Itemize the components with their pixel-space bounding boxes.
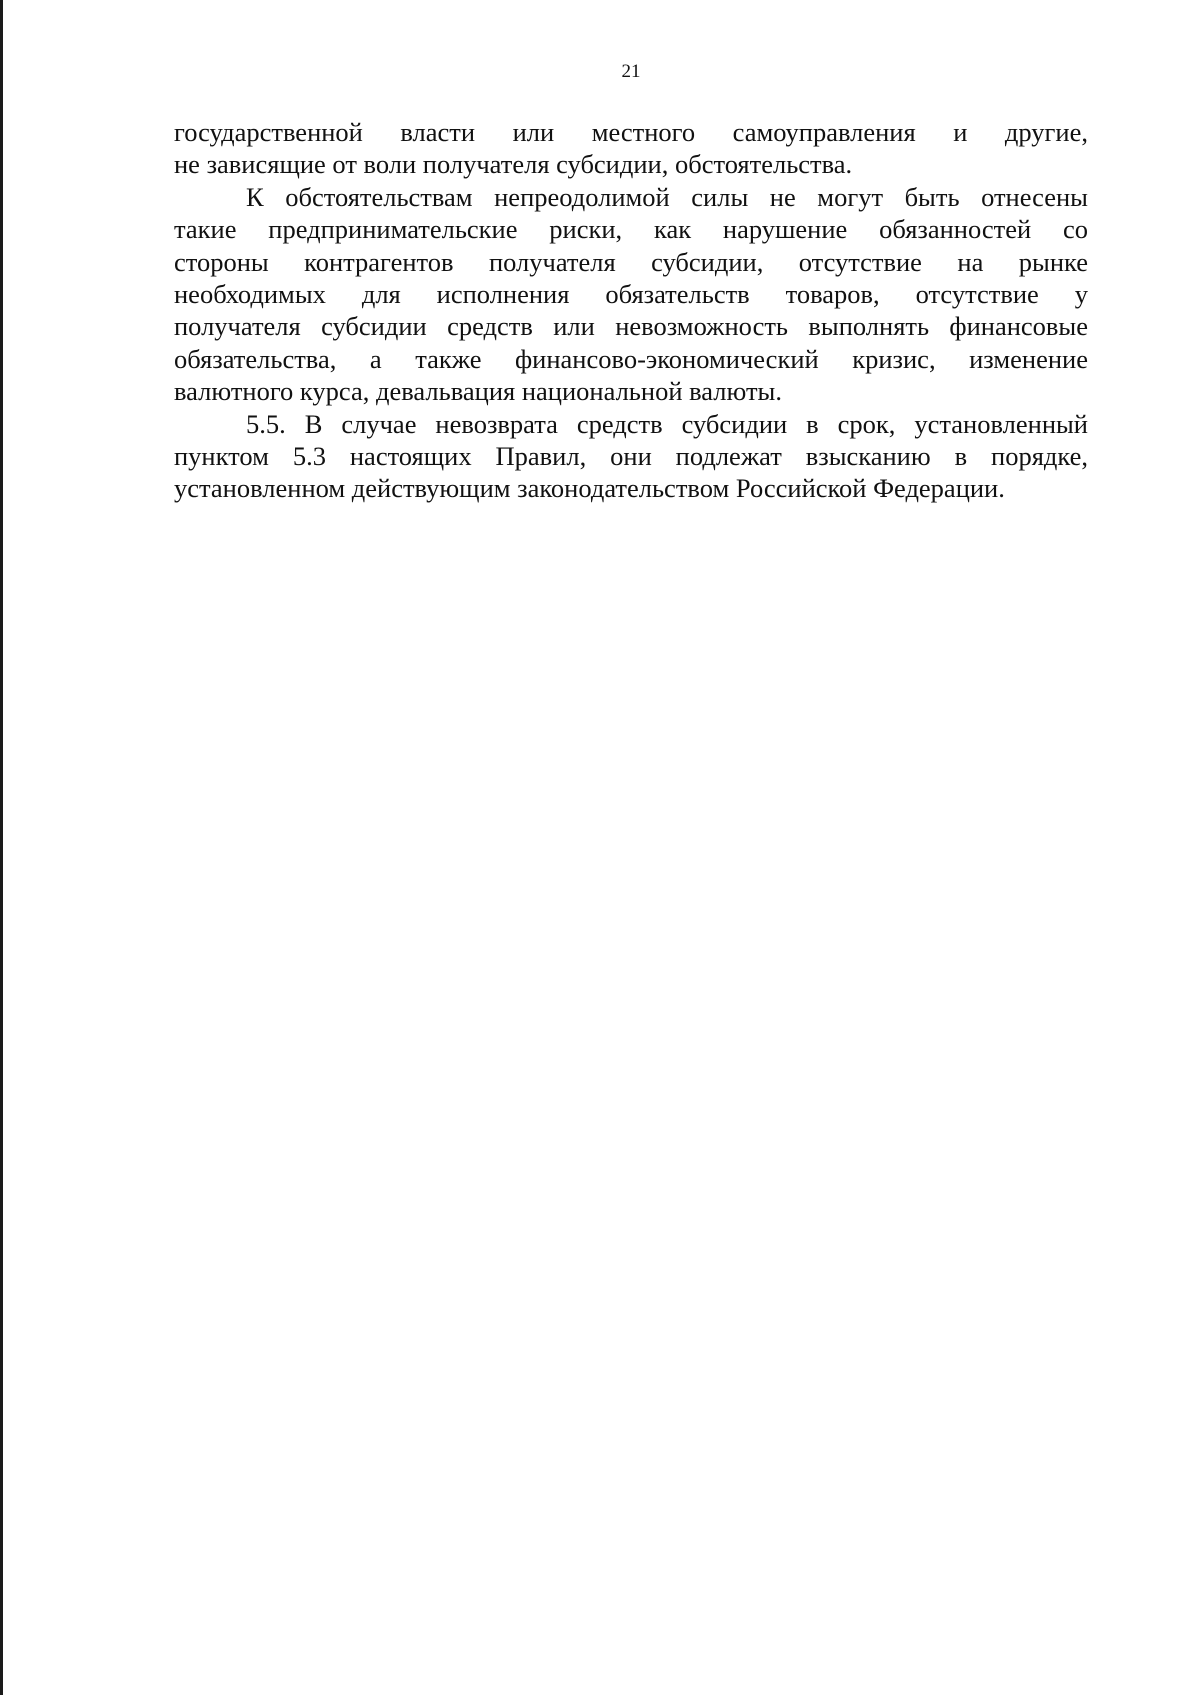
- paragraph-clause-5-5: [174, 408, 1088, 505]
- text-line: такие предпринимательские риски, как нарушение обязанностей со: [174, 214, 1088, 245]
- text-line: пунктом 5.3 настоящих Правил, они подлежат взысканию в порядке,: [174, 441, 1088, 472]
- document-body: [174, 116, 1088, 505]
- text-line: государственной власти или местного самоуправления и другие,: [174, 117, 1088, 147]
- text-line: обязательства, а также финансово-экономический кризис, изменение: [174, 343, 1088, 374]
- paragraph-force-majeure: [174, 181, 1088, 408]
- text-line: К обстоятельствам непреодолимой силы не могут быть отнесены: [246, 181, 1088, 212]
- text-line: валютного курса, девальвация национальной валюты.: [174, 376, 782, 407]
- paragraph-continuation: [174, 116, 1088, 181]
- text-line: не зависящие от воли получателя субсидии, обстоятельства.: [174, 149, 853, 180]
- text-line: получателя субсидии средств или невозможность выполнять финансовые: [174, 311, 1088, 342]
- scan-edge: [0, 0, 3, 1695]
- text-line: установленном действующим законодательством Российской Федерации.: [174, 473, 1005, 504]
- text-line: 5.5. В случае невозврата средств субсидии в срок, установленный: [246, 408, 1088, 439]
- text-line: стороны контрагентов получателя субсидии, отсутствие на рынке: [174, 246, 1088, 277]
- text-line: необходимых для исполнения обязательств товаров, отсутствие у: [174, 279, 1088, 310]
- page-number: 21: [621, 61, 641, 82]
